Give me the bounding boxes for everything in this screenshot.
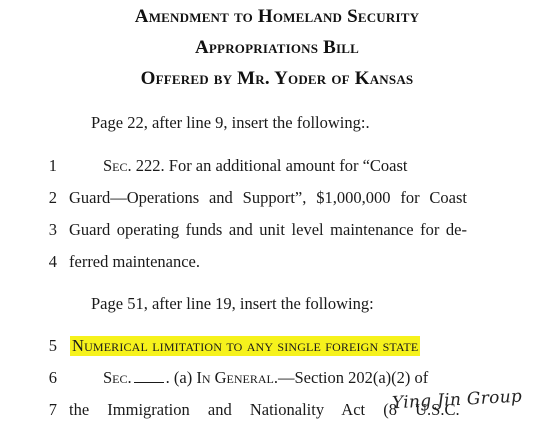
instruction-page-22: Page 22, after line 9, insert the following:. [91, 113, 370, 132]
line-number: 7 [48, 400, 57, 419]
line-text-body: For an additional amount for “Coast [164, 156, 408, 175]
line-text: the Immigration and Nationality Act (8 U.S.C. [69, 400, 460, 419]
bill-line-4 [0, 252, 554, 280]
line-number: 4 [48, 252, 57, 271]
line-text: Guard—Operations and Support”, $1,000,000 for Coast [69, 188, 467, 207]
line-number: 5 [48, 336, 57, 355]
bill-line-1 [0, 156, 554, 184]
section-number-blank [134, 370, 164, 383]
bill-line-5 [0, 336, 554, 364]
subsection-heading: In General. [196, 368, 278, 387]
section-label: Sec. 222. [103, 156, 165, 175]
line-text [103, 156, 408, 176]
line-text: Guard operating funds and unit level maintenance for de- [69, 220, 467, 239]
highlighted-heading: Numerical limitation to any single foreign state [72, 336, 419, 355]
line-number: 6 [48, 368, 57, 387]
line-number: 2 [48, 188, 57, 207]
line-text: ferred maintenance. [69, 252, 201, 271]
line-number: 1 [48, 156, 57, 175]
line-text-body: —Section 202(a)(2) of [278, 368, 429, 387]
subsection-label: . (a) [165, 368, 197, 387]
line-text [103, 368, 428, 388]
line-number: 3 [48, 220, 57, 239]
bill-line-3 [0, 220, 554, 248]
title-line-1: Amendment to Homeland Security [134, 6, 420, 27]
instruction-page-51: Page 51, after line 19, insert the following: [91, 294, 374, 313]
line-text [70, 336, 420, 356]
title-line-2: Appropriations Bill [195, 37, 359, 58]
watermark: Ying Jin Group [391, 386, 523, 414]
section-label: Sec. [103, 368, 132, 387]
bill-line-2 [0, 188, 554, 216]
title-line-3: Offered by Mr. Yoder of Kansas [140, 68, 414, 89]
